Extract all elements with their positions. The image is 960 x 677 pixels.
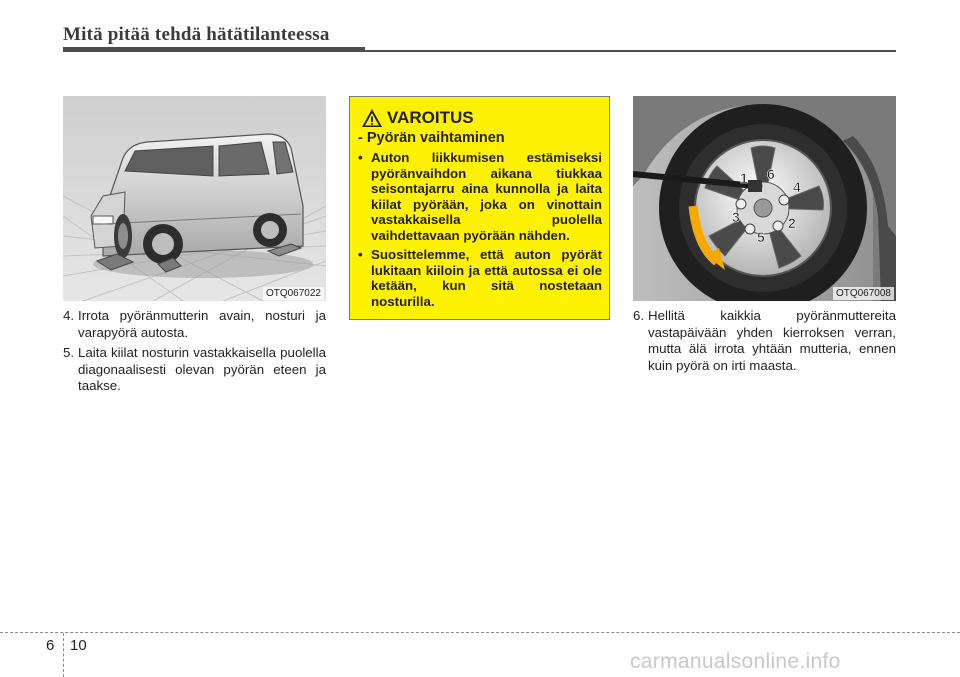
warning-triangle-icon [361,108,383,128]
instruction-steps-left [63,308,326,399]
step-item [63,345,326,395]
step-item [63,308,326,341]
figure-code-right: OTQ067008 [833,287,894,300]
warning-item [358,247,602,309]
instruction-steps-right [633,308,896,378]
step-number: 5. [63,345,75,360]
bullet-icon: • [358,247,363,262]
wheel-lug-nuts-illustration-icon [633,96,896,301]
warning-item-text: Suosittelemme, että auton pyörät lukitaan kiiloin ja että autossa ei ole ketään, kun sitä nostetaan nosturilla. [371,247,602,309]
warning-header [361,108,474,128]
lug-nut-label: 5 [757,229,765,245]
footer-divider [0,632,960,633]
step-number: 4. [63,308,75,323]
bullet-icon: • [358,150,363,165]
figure-code-left: OTQ067022 [263,287,324,300]
chapter-number: 6 [46,637,55,654]
lug-nut-label: 3 [732,209,740,225]
warning-box [349,96,610,320]
warning-title: VAROITUS [387,108,474,127]
van-jack-figure [63,96,326,301]
lug-nut-label: 1 [740,170,748,186]
lug-nut-label: 4 [793,179,801,195]
warning-item-text: Auton liikkumisen estämiseksi pyöränvaihdon aikana tiukkaa seisontajarru aina kunnolla ja laita kiilat pyörään, joka on vinottain vastakkaisella puolella vaihdettavaan pyörään nähden. [371,150,602,243]
warning-list [358,150,602,313]
header-rule-thin [63,50,896,52]
page-header-title: Mitä pitää tehdä hätätilanteessa [63,24,330,45]
step-item [633,308,896,374]
footer-vertical-divider [63,633,64,677]
step-text: Laita kiilat nosturin vastakkaisella puolella diagonaalisesti olevan pyörän eteen ja taakse. [78,345,326,393]
lug-nut-label: 2 [788,215,796,231]
van-jack-illustration-icon [63,96,326,301]
step-text: Hellitä kaikkia pyöränmuttereita vastapäivään yhden kierroksen verran, mutta älä irrota yhtään mutteria, ennen kuin pyörä on irti maasta. [648,308,896,373]
watermark: carmanualsonline.info [630,650,841,673]
warning-subtitle: - Pyörän vaihtaminen [358,130,505,146]
step-number: 6. [633,308,645,323]
page-number: 10 [70,637,87,654]
step-text: Irrota pyöränmutterin avain, nosturi ja varapyörä autosta. [78,308,326,340]
lug-nut-label: 6 [767,166,775,182]
wheel-lug-nuts-figure [633,96,896,301]
warning-item [358,150,602,243]
